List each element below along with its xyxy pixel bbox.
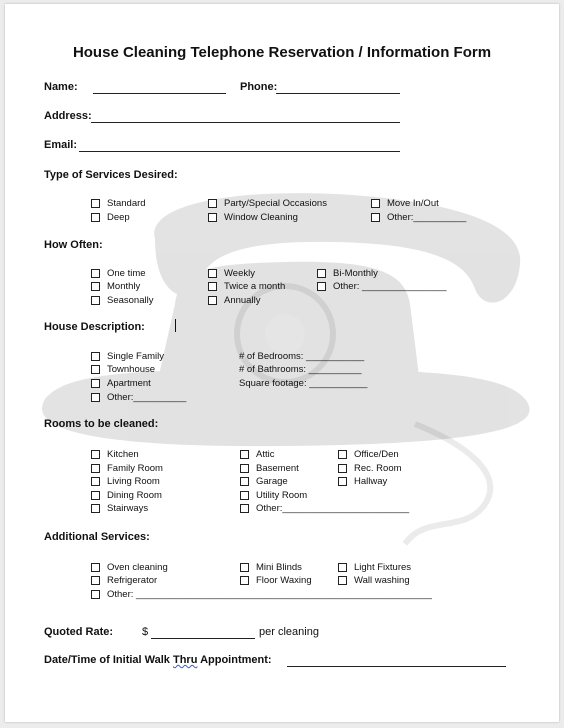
checkbox[interactable] (91, 590, 100, 599)
checkbox[interactable] (91, 464, 100, 473)
checkbox[interactable] (91, 450, 100, 459)
checkbox[interactable] (240, 504, 249, 513)
checkbox[interactable] (338, 450, 347, 459)
checkbox[interactable] (91, 199, 100, 208)
checkbox[interactable] (338, 464, 347, 473)
checkbox[interactable] (338, 576, 347, 585)
checkbox[interactable] (91, 365, 100, 374)
frequency-option[interactable]: Annually (208, 295, 260, 306)
walkthru-line[interactable] (287, 656, 506, 667)
room-option[interactable]: Hallway (338, 476, 387, 487)
room-option[interactable]: Office/Den (338, 449, 399, 460)
room-option[interactable]: Basement (240, 463, 299, 474)
checkbox[interactable] (91, 477, 100, 486)
additional-option[interactable]: Light Fixtures (338, 562, 411, 573)
checkbox[interactable] (240, 477, 249, 486)
additional-option[interactable]: Oven cleaning (91, 562, 168, 573)
checkbox[interactable] (317, 282, 326, 291)
service-option[interactable]: Standard (91, 198, 146, 209)
room-option[interactable]: Attic (240, 449, 274, 460)
checkbox[interactable] (240, 491, 249, 500)
checkbox[interactable] (91, 491, 100, 500)
checkbox[interactable] (91, 352, 100, 361)
email-label: Email: (44, 139, 78, 151)
additional-option[interactable]: Floor Waxing (240, 575, 312, 586)
checkbox[interactable] (338, 477, 347, 486)
checkbox[interactable] (208, 296, 217, 305)
room-option[interactable]: Other:________________________ (240, 503, 409, 514)
checkbox[interactable] (91, 504, 100, 513)
bedrooms-field[interactable]: # of Bedrooms: ___________ (239, 351, 365, 362)
checkbox[interactable] (240, 563, 249, 572)
checkbox[interactable] (338, 563, 347, 572)
frequency-option[interactable]: Bi-Monthly (317, 268, 378, 279)
quote-suffix: per cleaning (259, 626, 319, 638)
room-option[interactable]: Dining Room (91, 490, 162, 501)
text-cursor (175, 319, 176, 332)
room-option[interactable]: Stairways (91, 503, 148, 514)
additional-option[interactable]: Mini Blinds (240, 562, 302, 573)
bathrooms-field[interactable]: # of Bathrooms: __________ (239, 364, 362, 375)
room-option[interactable]: Family Room (91, 463, 163, 474)
service-option[interactable]: Other:__________ (371, 212, 466, 223)
checkbox[interactable] (371, 213, 380, 222)
spellcheck-word: Thru (172, 654, 198, 666)
frequency-heading: How Often: (44, 239, 103, 251)
checkbox[interactable] (208, 282, 217, 291)
house-heading: House Description: (44, 321, 145, 333)
checkbox[interactable] (208, 213, 217, 222)
checkbox[interactable] (240, 464, 249, 473)
quote-line[interactable] (151, 628, 255, 639)
room-option[interactable]: Living Room (91, 476, 160, 487)
checkbox[interactable] (91, 563, 100, 572)
frequency-option[interactable]: Monthly (91, 281, 140, 292)
service-option[interactable]: Party/Special Occasions (208, 198, 327, 209)
quote-label: Quoted Rate: (44, 626, 114, 638)
frequency-option[interactable]: One time (91, 268, 146, 279)
additional-option[interactable]: Other: ________________________________________________________ (91, 589, 432, 600)
house-type-option[interactable]: Single Family (91, 351, 164, 362)
checkbox[interactable] (91, 269, 100, 278)
service-option[interactable]: Move In/Out (371, 198, 439, 209)
checkbox[interactable] (240, 576, 249, 585)
checkbox[interactable] (91, 296, 100, 305)
service-option[interactable]: Window Cleaning (208, 212, 298, 223)
address-label: Address: (44, 110, 92, 122)
house-type-option[interactable]: Other:__________ (91, 392, 186, 403)
phone-line[interactable] (276, 83, 400, 94)
rooms-heading: Rooms to be cleaned: (44, 418, 159, 430)
additional-option[interactable]: Refrigerator (91, 575, 157, 586)
room-option[interactable]: Garage (240, 476, 288, 487)
checkbox[interactable] (240, 450, 249, 459)
quote-currency: $ (142, 626, 149, 638)
room-option[interactable]: Utility Room (240, 490, 307, 501)
checkbox[interactable] (91, 213, 100, 222)
frequency-option[interactable]: Weekly (208, 268, 255, 279)
frequency-option[interactable]: Seasonally (91, 295, 153, 306)
frequency-option[interactable]: Twice a month (208, 281, 285, 292)
form-title: House Cleaning Telephone Reservation / Information Form (72, 44, 492, 61)
checkbox[interactable] (91, 379, 100, 388)
name-line[interactable] (93, 83, 226, 94)
walkthru-label: Date/Time of Initial Walk Thru Appointment: (44, 654, 272, 666)
services-heading: Type of Services Desired: (44, 169, 178, 181)
phone-label: Phone: (240, 81, 278, 93)
additional-heading: Additional Services: (44, 531, 150, 543)
checkbox[interactable] (91, 282, 100, 291)
frequency-option[interactable]: Other: ________________ (317, 281, 447, 292)
address-line[interactable] (91, 112, 400, 123)
form-page (5, 4, 559, 722)
checkbox[interactable] (317, 269, 326, 278)
email-line[interactable] (79, 141, 400, 152)
house-type-option[interactable]: Apartment (91, 378, 151, 389)
sqft-field[interactable]: Square footage: ___________ (239, 378, 368, 389)
house-type-option[interactable]: Townhouse (91, 364, 155, 375)
checkbox[interactable] (91, 576, 100, 585)
name-label: Name: (44, 81, 78, 93)
checkbox[interactable] (208, 269, 217, 278)
service-option[interactable]: Deep (91, 212, 130, 223)
room-option[interactable]: Kitchen (91, 449, 139, 460)
checkbox[interactable] (91, 393, 100, 402)
checkbox[interactable] (371, 199, 380, 208)
additional-option[interactable]: Wall washing (338, 575, 410, 586)
room-option[interactable]: Rec. Room (338, 463, 402, 474)
checkbox[interactable] (208, 199, 217, 208)
